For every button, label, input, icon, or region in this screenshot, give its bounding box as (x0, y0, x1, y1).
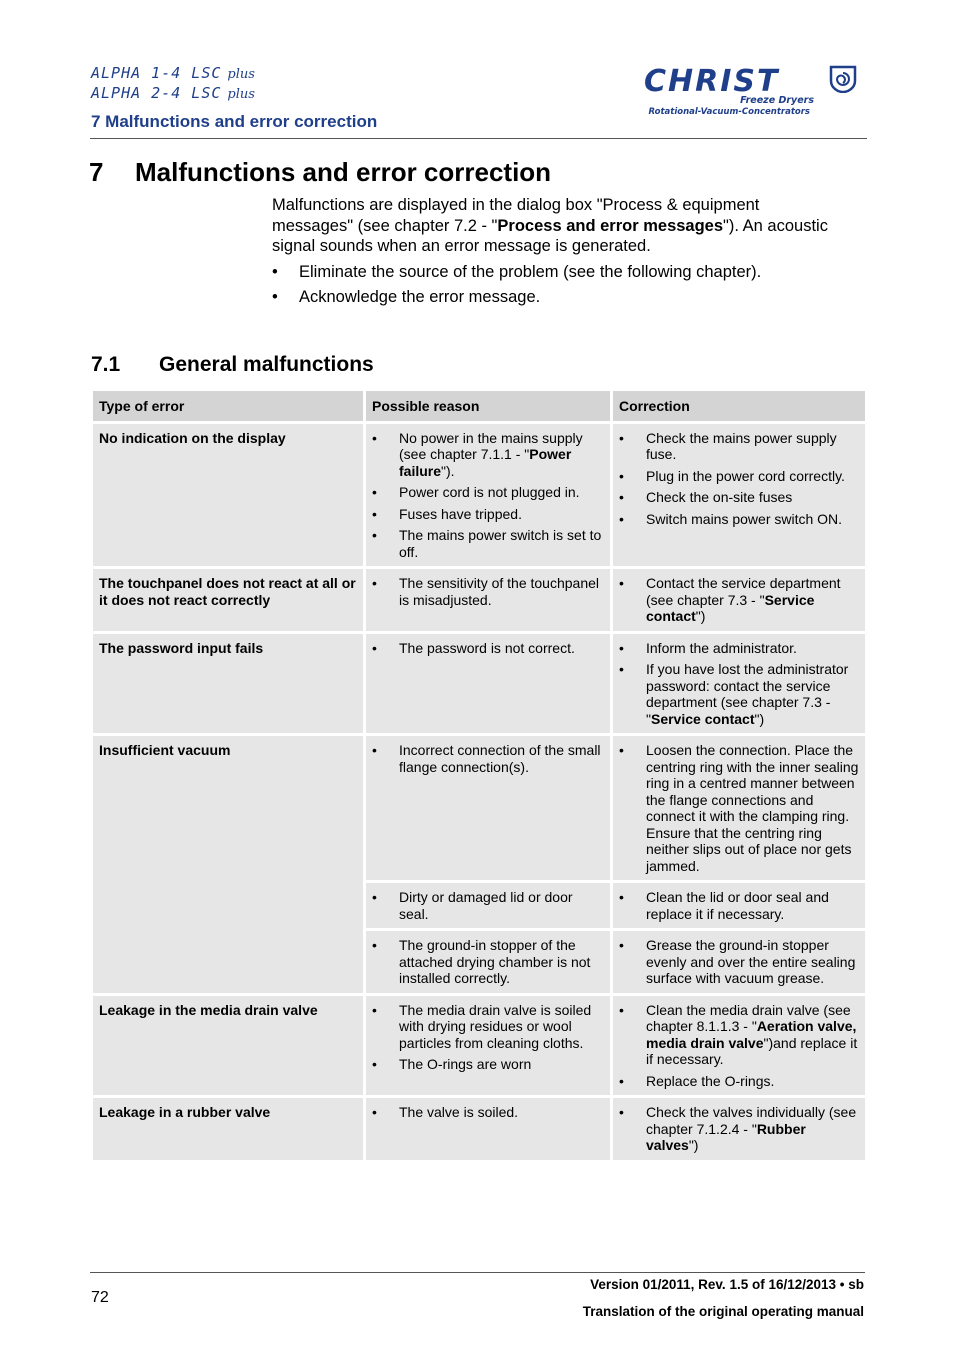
correction-item: • Switch mains power switch ON. (619, 511, 859, 528)
reason-list (372, 575, 604, 608)
table-row (93, 736, 865, 880)
version-info: Version 01/2011, Rev. 1.5 of 16/12/2013 • sb (590, 1277, 864, 1292)
step-item: • Acknowledge the error message. (272, 287, 832, 307)
correction-item: • Plug in the power cord correctly. (619, 468, 859, 485)
reason-item: • Fuses have tripped. (372, 506, 604, 523)
correction-item: • Check the on-site fuses (619, 489, 859, 506)
table-row (93, 996, 865, 1096)
reason-item: • The O-rings are worn (372, 1056, 604, 1073)
error-type-cell: Leakage in the media drain valve (93, 996, 363, 1096)
reason-item: • The media drain valve is soiled with drying residues or wool particles from cleaning cloths. (372, 1002, 604, 1052)
reason-cell (366, 996, 610, 1096)
error-type-cell: Leakage in a rubber valve (93, 1098, 363, 1160)
correction-cell (613, 424, 865, 567)
correction-list (619, 430, 859, 528)
reason-list (372, 889, 604, 922)
step-list (272, 262, 832, 307)
chapter-heading: 7 Malfunctions and error correction (89, 157, 552, 187)
correction-item: • Grease the ground-in stopper evenly and over the entire sealing surface with vacuum grease. (619, 937, 859, 987)
reason-item: • The ground-in stopper of the attached drying chamber is not installed correctly. (372, 937, 604, 987)
logo-tagline-1: Freeze Dryers (740, 95, 814, 106)
malfunctions-table (90, 388, 868, 1163)
footer-divider (90, 1272, 865, 1273)
correction-list (619, 575, 859, 625)
column-header-correction: Correction (613, 391, 865, 421)
correction-item: • Clean the lid or door seal and replace it if necessary. (619, 889, 859, 922)
correction-item: • Check the valves individually (see chapter 7.1.2.4 - "Rubber valves") (619, 1104, 859, 1154)
reason-cell (366, 736, 610, 880)
column-header-reason: Possible reason (366, 391, 610, 421)
logo-tagline-2: Rotational-Vacuum-Concentrators (648, 107, 810, 117)
subsection-heading: 7.1 General malfunctions (91, 353, 374, 376)
correction-item: • If you have lost the administrator password: contact the service department (see chapter 7.3 - "Service contact") (619, 661, 859, 727)
logo-emblem-icon (828, 65, 858, 93)
correction-cell (613, 931, 865, 993)
table-row (93, 1098, 865, 1160)
model-name-1: ALPHA 1-4 LSC plus (91, 64, 255, 82)
reason-list (372, 430, 604, 561)
reason-cell (366, 883, 610, 928)
reason-item: • The mains power switch is set to off. (372, 527, 604, 560)
correction-item: • Check the mains power supply fuse. (619, 430, 859, 463)
logo-brand: CHRIST (644, 64, 780, 99)
reason-cell (366, 634, 610, 734)
table-row (93, 634, 865, 734)
reason-list (372, 1002, 604, 1073)
intro-block (272, 195, 832, 312)
reason-item: • The sensitivity of the touchpanel is misadjusted. (372, 575, 604, 608)
reason-cell (366, 424, 610, 567)
reason-list (372, 742, 604, 775)
header-divider (90, 138, 867, 139)
table-body (93, 424, 865, 1160)
error-type-cell: Insufficient vacuum (93, 736, 363, 993)
correction-item: • Loosen the connection. Place the centring ring with the inner sealing ring in a centred manner between the flange connections and connect it with the clamping ring. Ensure that the centring ring neither slips out of place nor gets jammed. (619, 742, 859, 874)
reason-item: • Incorrect connection of the small flange connection(s). (372, 742, 604, 775)
page-number: 72 (91, 1289, 109, 1306)
correction-cell (613, 634, 865, 734)
translation-note: Translation of the original operating manual (582, 1304, 864, 1319)
correction-list (619, 937, 859, 987)
reason-item: • No power in the mains supply (see chapter 7.1.1 - "Power failure"). (372, 430, 604, 480)
correction-cell (613, 736, 865, 880)
reason-cell (366, 1098, 610, 1160)
table-row (93, 424, 865, 567)
reason-item: • The valve is soiled. (372, 1104, 604, 1121)
correction-cell (613, 569, 865, 631)
step-item: • Eliminate the source of the problem (see the following chapter). (272, 262, 832, 282)
correction-item: • Clean the media drain valve (see chapter 8.1.1.3 - "Aeration valve, media drain valve")and replace it if necessary. (619, 1002, 859, 1068)
reason-item: • The password is not correct. (372, 640, 604, 657)
intro-paragraph: Malfunctions are displayed in the dialog box "Process & equipment messages" (see chapter 7.2 - "Process and error messages"). An acoustic signal sounds when an error message is generated. (272, 196, 828, 255)
reason-cell (366, 569, 610, 631)
correction-cell (613, 883, 865, 928)
running-header-chapter: 7 Malfunctions and error correction (91, 112, 378, 131)
correction-cell (613, 996, 865, 1096)
reason-list (372, 937, 604, 987)
reason-list (372, 640, 604, 657)
error-type-cell: No indication on the display (93, 424, 363, 567)
reason-item: • Dirty or damaged lid or door seal. (372, 889, 604, 922)
correction-list (619, 889, 859, 922)
table-row (93, 569, 865, 631)
table-header-row (93, 391, 865, 421)
correction-list (619, 742, 859, 874)
christ-logo (640, 62, 866, 120)
correction-item: • Inform the administrator. (619, 640, 859, 657)
reason-item: • Power cord is not plugged in. (372, 484, 604, 501)
correction-list (619, 640, 859, 728)
reason-cell (366, 931, 610, 993)
error-type-cell: The password input fails (93, 634, 363, 734)
model-name-2: ALPHA 2-4 LSC plus (91, 84, 255, 102)
error-type-cell: The touchpanel does not react at all or it does not react correctly (93, 569, 363, 631)
correction-list (619, 1002, 859, 1090)
correction-item: • Contact the service department (see chapter 7.3 - "Service contact") (619, 575, 859, 625)
correction-list (619, 1104, 859, 1154)
column-header-type: Type of error (93, 391, 363, 421)
reason-list (372, 1104, 604, 1121)
correction-item: • Replace the O-rings. (619, 1073, 859, 1090)
correction-cell (613, 1098, 865, 1160)
